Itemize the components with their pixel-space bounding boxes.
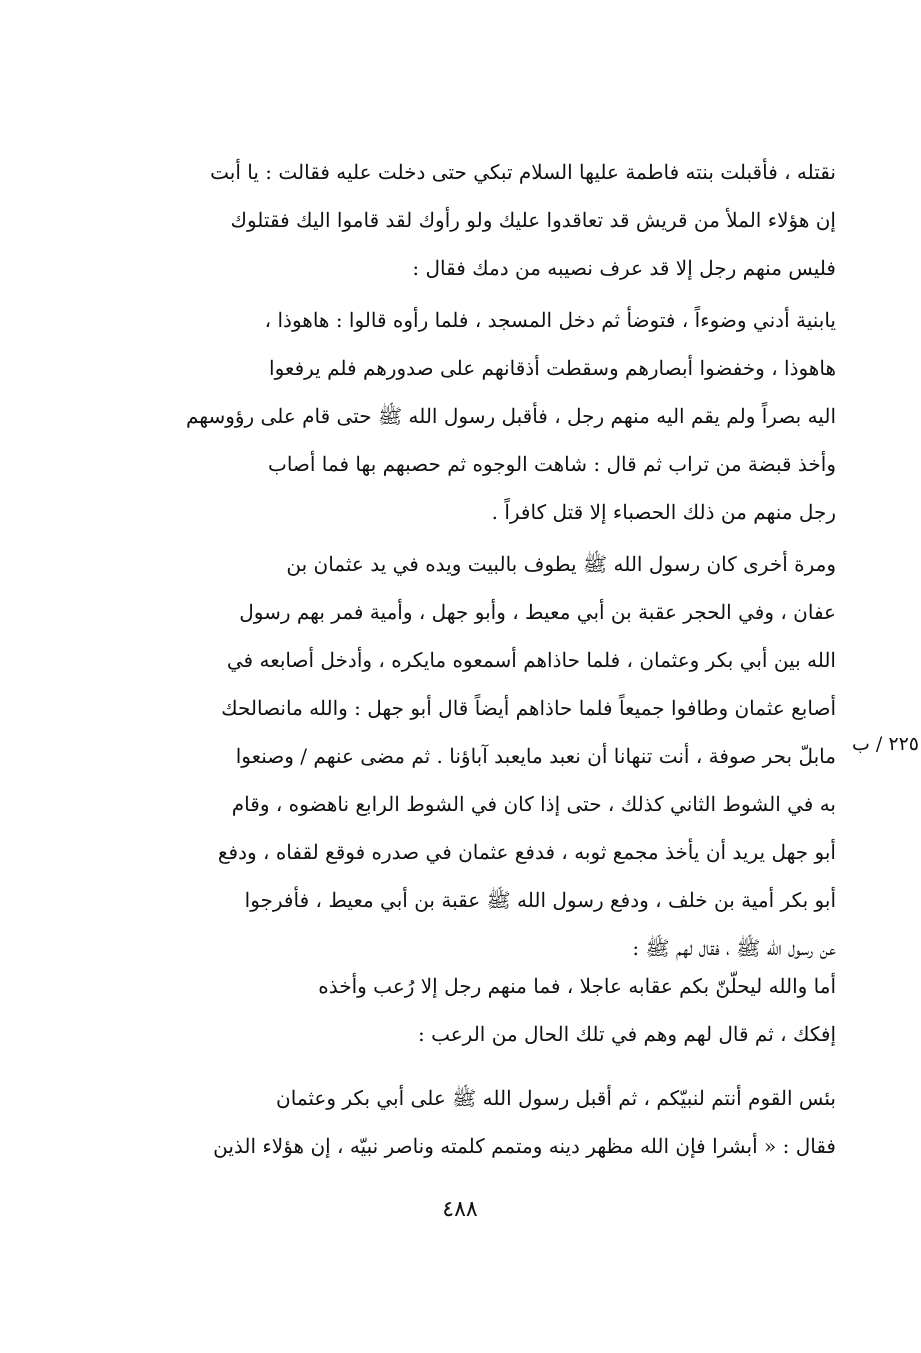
text-line: نقتله ، فأقبلت بنته فاطمة عليها السلام تبكي حتى دخلت عليه فقالت : يا أبت — [210, 160, 836, 184]
text-line: فليس منهم رجل إلا قد عرف نصيبه من دمك فقال : — [412, 256, 836, 280]
paragraph-1 — [130, 148, 836, 292]
text-line: أبو جهل يريد أن يأخذ مجمع ثوبه ، فدفع عثمان في صدره فوقع لقفاه ، ودفع — [217, 840, 836, 864]
text-line: عن رسول الله ﷺ ، فقال لهم ﷺ : — [632, 936, 836, 960]
text-line: مابلّ بحر صوفة ، أنت تنهانا أن نعبد مايعبد آباؤنا . ثم مضى عنهم / وصنعوا — [235, 744, 836, 768]
text-line: بئس القوم أنتم لنبيّكم ، ثم أقبل رسول الله ﷺ على أبي بكر وعثمان — [276, 1086, 836, 1110]
text-line: عفان ، وفي الحجر عقبة بن أبي معيط ، وأبو جهل ، وأمية فمر بهم رسول — [239, 600, 836, 624]
text-line: اليه بصراً ولم يقم اليه منهم رجل ، فأقبل رسول الله ﷺ حتى قام على رؤوسهم — [185, 404, 836, 428]
paragraph-2 — [130, 296, 836, 536]
page-number: ٤٨٨ — [442, 1197, 478, 1222]
paragraph-5 — [130, 1074, 836, 1170]
paragraph-4 — [130, 962, 836, 1058]
text-line: وأخذ قبضة من تراب ثم قال : شاهت الوجوه ثم حصبهم بها فما أصاب — [267, 452, 836, 476]
text-line: يابنية أدني وضوءاً ، فتوضأ ثم دخل المسجد ، فلما رأوه قالوا : هاهوذا ، — [264, 308, 836, 332]
text-line: أبو بكر أمية بن خلف ، ودفع رسول الله ﷺ عقبة بن أبي معيط ، فأفرجوا — [244, 888, 836, 912]
text-line: إفكك ، ثم قال لهم وهم في تلك الحال من الرعب : — [418, 1022, 836, 1046]
text-line: هاهوذا ، وخفضوا أبصارهم وسقطت أذقانهم على صدورهم فلم يرفعوا — [269, 356, 836, 380]
text-line: رجل منهم من ذلك الحصباء إلا قتل كافراً . — [491, 500, 836, 524]
text-line: الله بين أبي بكر وعثمان ، فلما حاذاهم أسمعوه مايكره ، وأدخل أصابعه في — [226, 648, 836, 672]
text-line: إن هؤلاء الملأ من قريش قد تعاقدوا عليك ولو رأوك لقد قاموا اليك فقتلوك — [230, 208, 836, 232]
text-line: أصابع عثمان وطافوا جميعاً فلما حاذاهم أيضاً قال أبو جهل : والله مانصالحك — [221, 696, 836, 720]
text-line: ومرة أخرى كان رسول الله ﷺ يطوف بالبيت ويده في يد عثمان بن — [286, 552, 836, 576]
text-line: به في الشوط الثاني كذلك ، حتى إذا كان في الشوط الرابع ناهضوه ، وقام — [231, 792, 836, 816]
text-line: أما والله ليحلّنّ بكم عقابه عاجلا ، فما منهم رجل إلا رُعب وأخذه — [318, 974, 836, 998]
folio-margin-note: ٢٢٥ / ب — [852, 733, 919, 755]
text-line: فقال : « أبشرا فإن الله مظهر دينه ومتمم كلمته وناصر نبيّه ، إن هؤلاء الذين — [213, 1134, 836, 1158]
paragraph-3 — [130, 540, 836, 972]
